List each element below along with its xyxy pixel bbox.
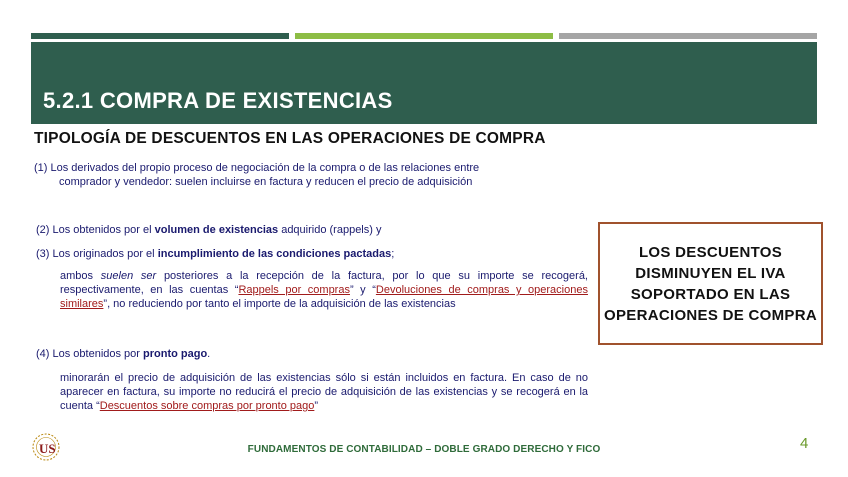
paragraph-3-bold: incumplimiento de las condiciones pactadas <box>157 248 392 260</box>
paragraph-4-text: (4) Los obtenidos por <box>36 348 144 360</box>
accent-bar-light-green <box>295 33 553 39</box>
paragraph-2-text: (2) Los obtenidos por el <box>36 224 155 236</box>
page-number: 4 <box>800 435 809 452</box>
paragraph-3-text-end: ; <box>391 248 395 260</box>
footer-text <box>0 444 848 455</box>
paragraph-3 <box>36 247 588 261</box>
paragraph-2 <box>36 223 588 237</box>
logo-text: US <box>39 441 56 456</box>
link-devoluciones-de-compras[interactable]: Devoluciones de compras y operaciones similares <box>60 284 588 310</box>
paragraph-3-detail <box>60 269 588 311</box>
paragraph-4 <box>36 347 588 361</box>
footer-label: FUNDAMENTOS DE CONTABILIDAD – DOBLE GRADO DERECHO Y FICO <box>247 444 601 455</box>
link-descuentos-pronto-pago[interactable]: Descuentos sobre compras por pronto pago <box>99 400 315 412</box>
paragraph-3-text: (3) Los originados por el <box>36 248 158 260</box>
paragraph-4-bold: pronto pago <box>143 348 208 360</box>
p3b-text-2: posteriores a la recepción de la factura, por lo que su importe se recogerá, respectivamente, en las cuentas “ <box>60 270 588 296</box>
p3b-text-3: ” y “ <box>349 284 376 296</box>
paragraph-4-detail <box>60 371 588 413</box>
callout-text: LOS DESCUENTOS DISMINUYEN EL IVA SOPORTADO EN LAS OPERACIONES DE COMPRA <box>604 243 817 324</box>
p3b-emphasis: suelen ser <box>100 270 157 282</box>
accent-bar-gray <box>559 33 817 39</box>
paragraph-2-text-end: adquirido (rappels) y <box>278 224 382 236</box>
p3b-text-4: ”, no reduciendo por tanto el importe de la adquisición de las existencias <box>103 298 456 310</box>
accent-bar-dark-green <box>31 33 289 39</box>
p4b-text-2: ” <box>314 400 319 412</box>
paragraph-2-bold: volumen de existencias <box>154 224 279 236</box>
iva-callout-box <box>598 222 823 345</box>
paragraph-1-line2: comprador y vendedor: suelen incluirse en factura y reducen el precio de adquisición <box>59 176 473 188</box>
slide-title: 5.2.1 COMPRA DE EXISTENCIAS <box>43 88 393 113</box>
paragraph-1 <box>34 161 588 189</box>
p3b-text-1: ambos <box>60 270 101 282</box>
title-banner <box>31 42 817 124</box>
p4b-text-1: minorarán el precio de adquisición de las existencias sólo si están incluidos en factura. En caso de no aparecer en factura, su importe no reducirá el precio de adquisición de las existencias y se recogerá en la cuenta “ <box>60 372 588 412</box>
paragraph-4-text-end: . <box>207 348 211 360</box>
slide-subtitle: TIPOLOGÍA DE DESCUENTOS EN LAS OPERACIONES DE COMPRA <box>34 130 546 147</box>
paragraph-1-line1: (1) Los derivados del propio proceso de negociación de la compra o de las relaciones entre <box>34 162 480 174</box>
link-rappels-por-compras[interactable]: Rappels por compras <box>238 284 350 296</box>
